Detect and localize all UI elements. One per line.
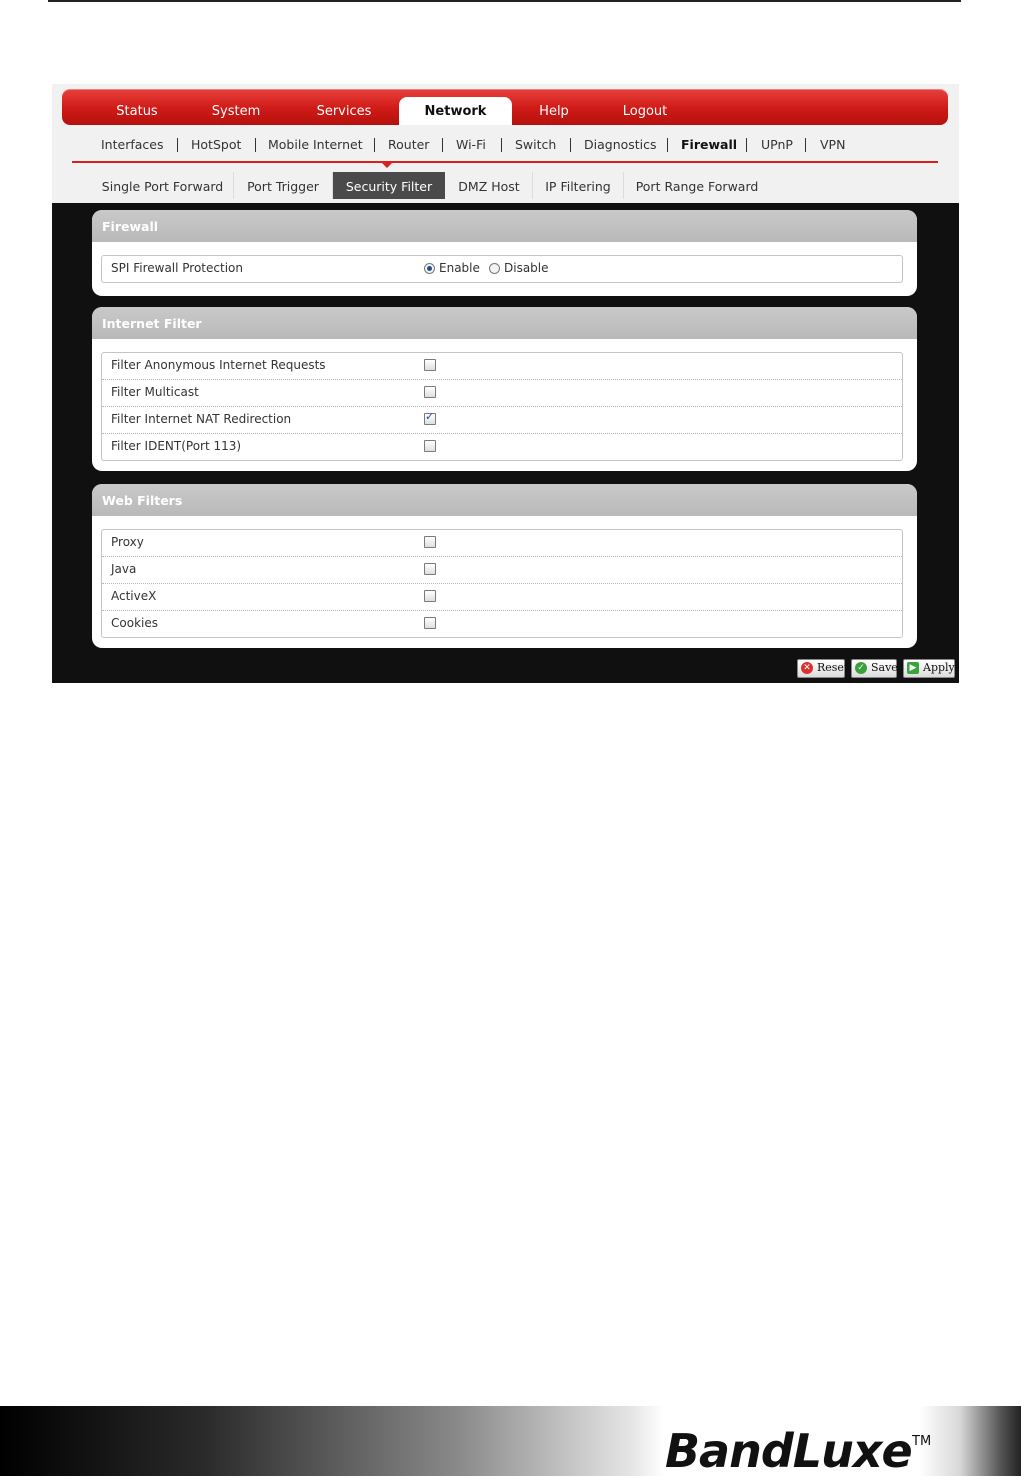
filter-label: Java bbox=[111, 562, 137, 576]
table-row bbox=[102, 380, 902, 407]
active-pointer-icon bbox=[382, 163, 392, 168]
main-tab-services[interactable]: Services bbox=[316, 104, 372, 119]
internet-filter-panel-title: Internet Filter bbox=[92, 307, 917, 339]
subnav-underline bbox=[72, 161, 938, 163]
main-tab-network[interactable]: Network bbox=[399, 97, 512, 125]
radio-selected-dot bbox=[427, 266, 432, 271]
filter-label: ActiveX bbox=[111, 589, 157, 603]
subnav-divider bbox=[177, 138, 178, 152]
cookies-checkbox[interactable] bbox=[424, 617, 436, 629]
brand-logo: BandLuxe bbox=[665, 1424, 912, 1478]
tab-security-filter[interactable]: Security Filter bbox=[333, 172, 445, 199]
filter-label: Filter Anonymous Internet Requests bbox=[111, 358, 326, 372]
subnav-divider bbox=[746, 138, 747, 152]
main-tab-system[interactable]: System bbox=[211, 104, 261, 119]
reset-button[interactable] bbox=[797, 659, 849, 678]
subnav-router[interactable]: Router bbox=[388, 137, 430, 152]
apply-button[interactable] bbox=[903, 659, 955, 678]
network-sub-nav bbox=[52, 129, 959, 159]
web-filters-panel bbox=[92, 484, 917, 648]
table-row bbox=[102, 353, 902, 380]
filter-nat-redirection-checkbox[interactable] bbox=[424, 410, 436, 425]
subnav-divider bbox=[374, 138, 375, 152]
main-tab-status[interactable]: Status bbox=[116, 104, 158, 119]
disable-radio[interactable] bbox=[489, 263, 500, 274]
web-filters-panel-title: Web Filters bbox=[92, 484, 917, 516]
subnav-upnp[interactable]: UPnP bbox=[761, 137, 793, 152]
tab-single-port-forward[interactable]: Single Port Forward bbox=[92, 172, 234, 199]
subnav-divider bbox=[501, 138, 502, 152]
tab-ip-filtering[interactable]: IP Filtering bbox=[533, 172, 624, 199]
subnav-interfaces[interactable]: Interfaces bbox=[101, 137, 164, 152]
subnav-divider bbox=[442, 138, 443, 152]
tab-dmz-host[interactable]: DMZ Host bbox=[446, 172, 533, 199]
java-checkbox[interactable] bbox=[424, 563, 436, 575]
filter-anonymous-checkbox[interactable] bbox=[424, 359, 436, 371]
subnav-divider bbox=[570, 138, 571, 152]
subnav-diagnostics[interactable]: Diagnostics bbox=[584, 137, 657, 152]
filter-label: Filter Multicast bbox=[111, 385, 199, 399]
main-nav bbox=[62, 89, 948, 125]
filter-ident-checkbox[interactable] bbox=[424, 440, 436, 452]
firewall-panel-title: Firewall bbox=[92, 210, 917, 242]
filter-label: Cookies bbox=[111, 616, 158, 630]
spi-firewall-label: SPI Firewall Protection bbox=[111, 261, 243, 275]
router-admin-ui bbox=[52, 84, 959, 683]
subnav-vpn[interactable]: VPN bbox=[820, 137, 846, 152]
table-row bbox=[102, 557, 902, 584]
reset-icon: ✕ bbox=[801, 662, 813, 674]
subnav-switch[interactable]: Switch bbox=[515, 137, 557, 152]
filter-multicast-checkbox[interactable] bbox=[424, 386, 436, 398]
enable-radio-label[interactable]: Enable bbox=[439, 261, 480, 275]
subnav-divider bbox=[667, 138, 668, 152]
subnav-mobile-internet[interactable]: Mobile Internet bbox=[268, 137, 363, 152]
subnav-hotspot[interactable]: HotSpot bbox=[191, 137, 242, 152]
disable-radio-label[interactable]: Disable bbox=[504, 261, 549, 275]
apply-button-label: Apply bbox=[923, 661, 955, 674]
firewall-table bbox=[101, 255, 903, 283]
table-row bbox=[102, 434, 902, 460]
internet-filter-table bbox=[101, 352, 903, 461]
subnav-divider bbox=[805, 138, 806, 152]
content-area bbox=[52, 203, 959, 683]
apply-play-icon: ▶ bbox=[907, 662, 919, 674]
save-button-label: Save bbox=[871, 661, 898, 674]
firewall-panel bbox=[92, 210, 917, 296]
subnav-wifi[interactable]: Wi-Fi bbox=[456, 137, 486, 152]
trademark-mark: TM bbox=[912, 1434, 932, 1449]
page-top-rule bbox=[48, 0, 961, 2]
table-row bbox=[102, 407, 902, 434]
internet-filter-panel bbox=[92, 307, 917, 471]
filter-label: Filter Internet NAT Redirection bbox=[111, 412, 292, 426]
enable-radio[interactable] bbox=[424, 263, 435, 274]
subnav-firewall[interactable]: Firewall bbox=[681, 137, 738, 152]
filter-label: Proxy bbox=[111, 535, 144, 549]
activex-checkbox[interactable] bbox=[424, 590, 436, 602]
filter-label: Filter IDENT(Port 113) bbox=[111, 439, 242, 453]
main-tab-help[interactable]: Help bbox=[539, 104, 569, 119]
save-check-icon: ✓ bbox=[855, 662, 867, 674]
table-row bbox=[102, 584, 902, 611]
tab-port-trigger[interactable]: Port Trigger bbox=[234, 172, 333, 199]
subnav-divider bbox=[255, 138, 256, 152]
reset-button-label: Reset bbox=[817, 661, 849, 674]
tab-port-range-forward[interactable]: Port Range Forward bbox=[635, 179, 759, 194]
table-row bbox=[102, 611, 902, 637]
main-tab-logout[interactable]: Logout bbox=[622, 104, 668, 119]
spi-firewall-row bbox=[102, 256, 902, 282]
checkmark-icon: ✓ bbox=[425, 410, 435, 423]
firewall-sub-nav bbox=[52, 172, 959, 200]
web-filters-table bbox=[101, 529, 903, 638]
save-button[interactable] bbox=[851, 659, 897, 678]
table-row bbox=[102, 530, 902, 557]
proxy-checkbox[interactable] bbox=[424, 536, 436, 548]
